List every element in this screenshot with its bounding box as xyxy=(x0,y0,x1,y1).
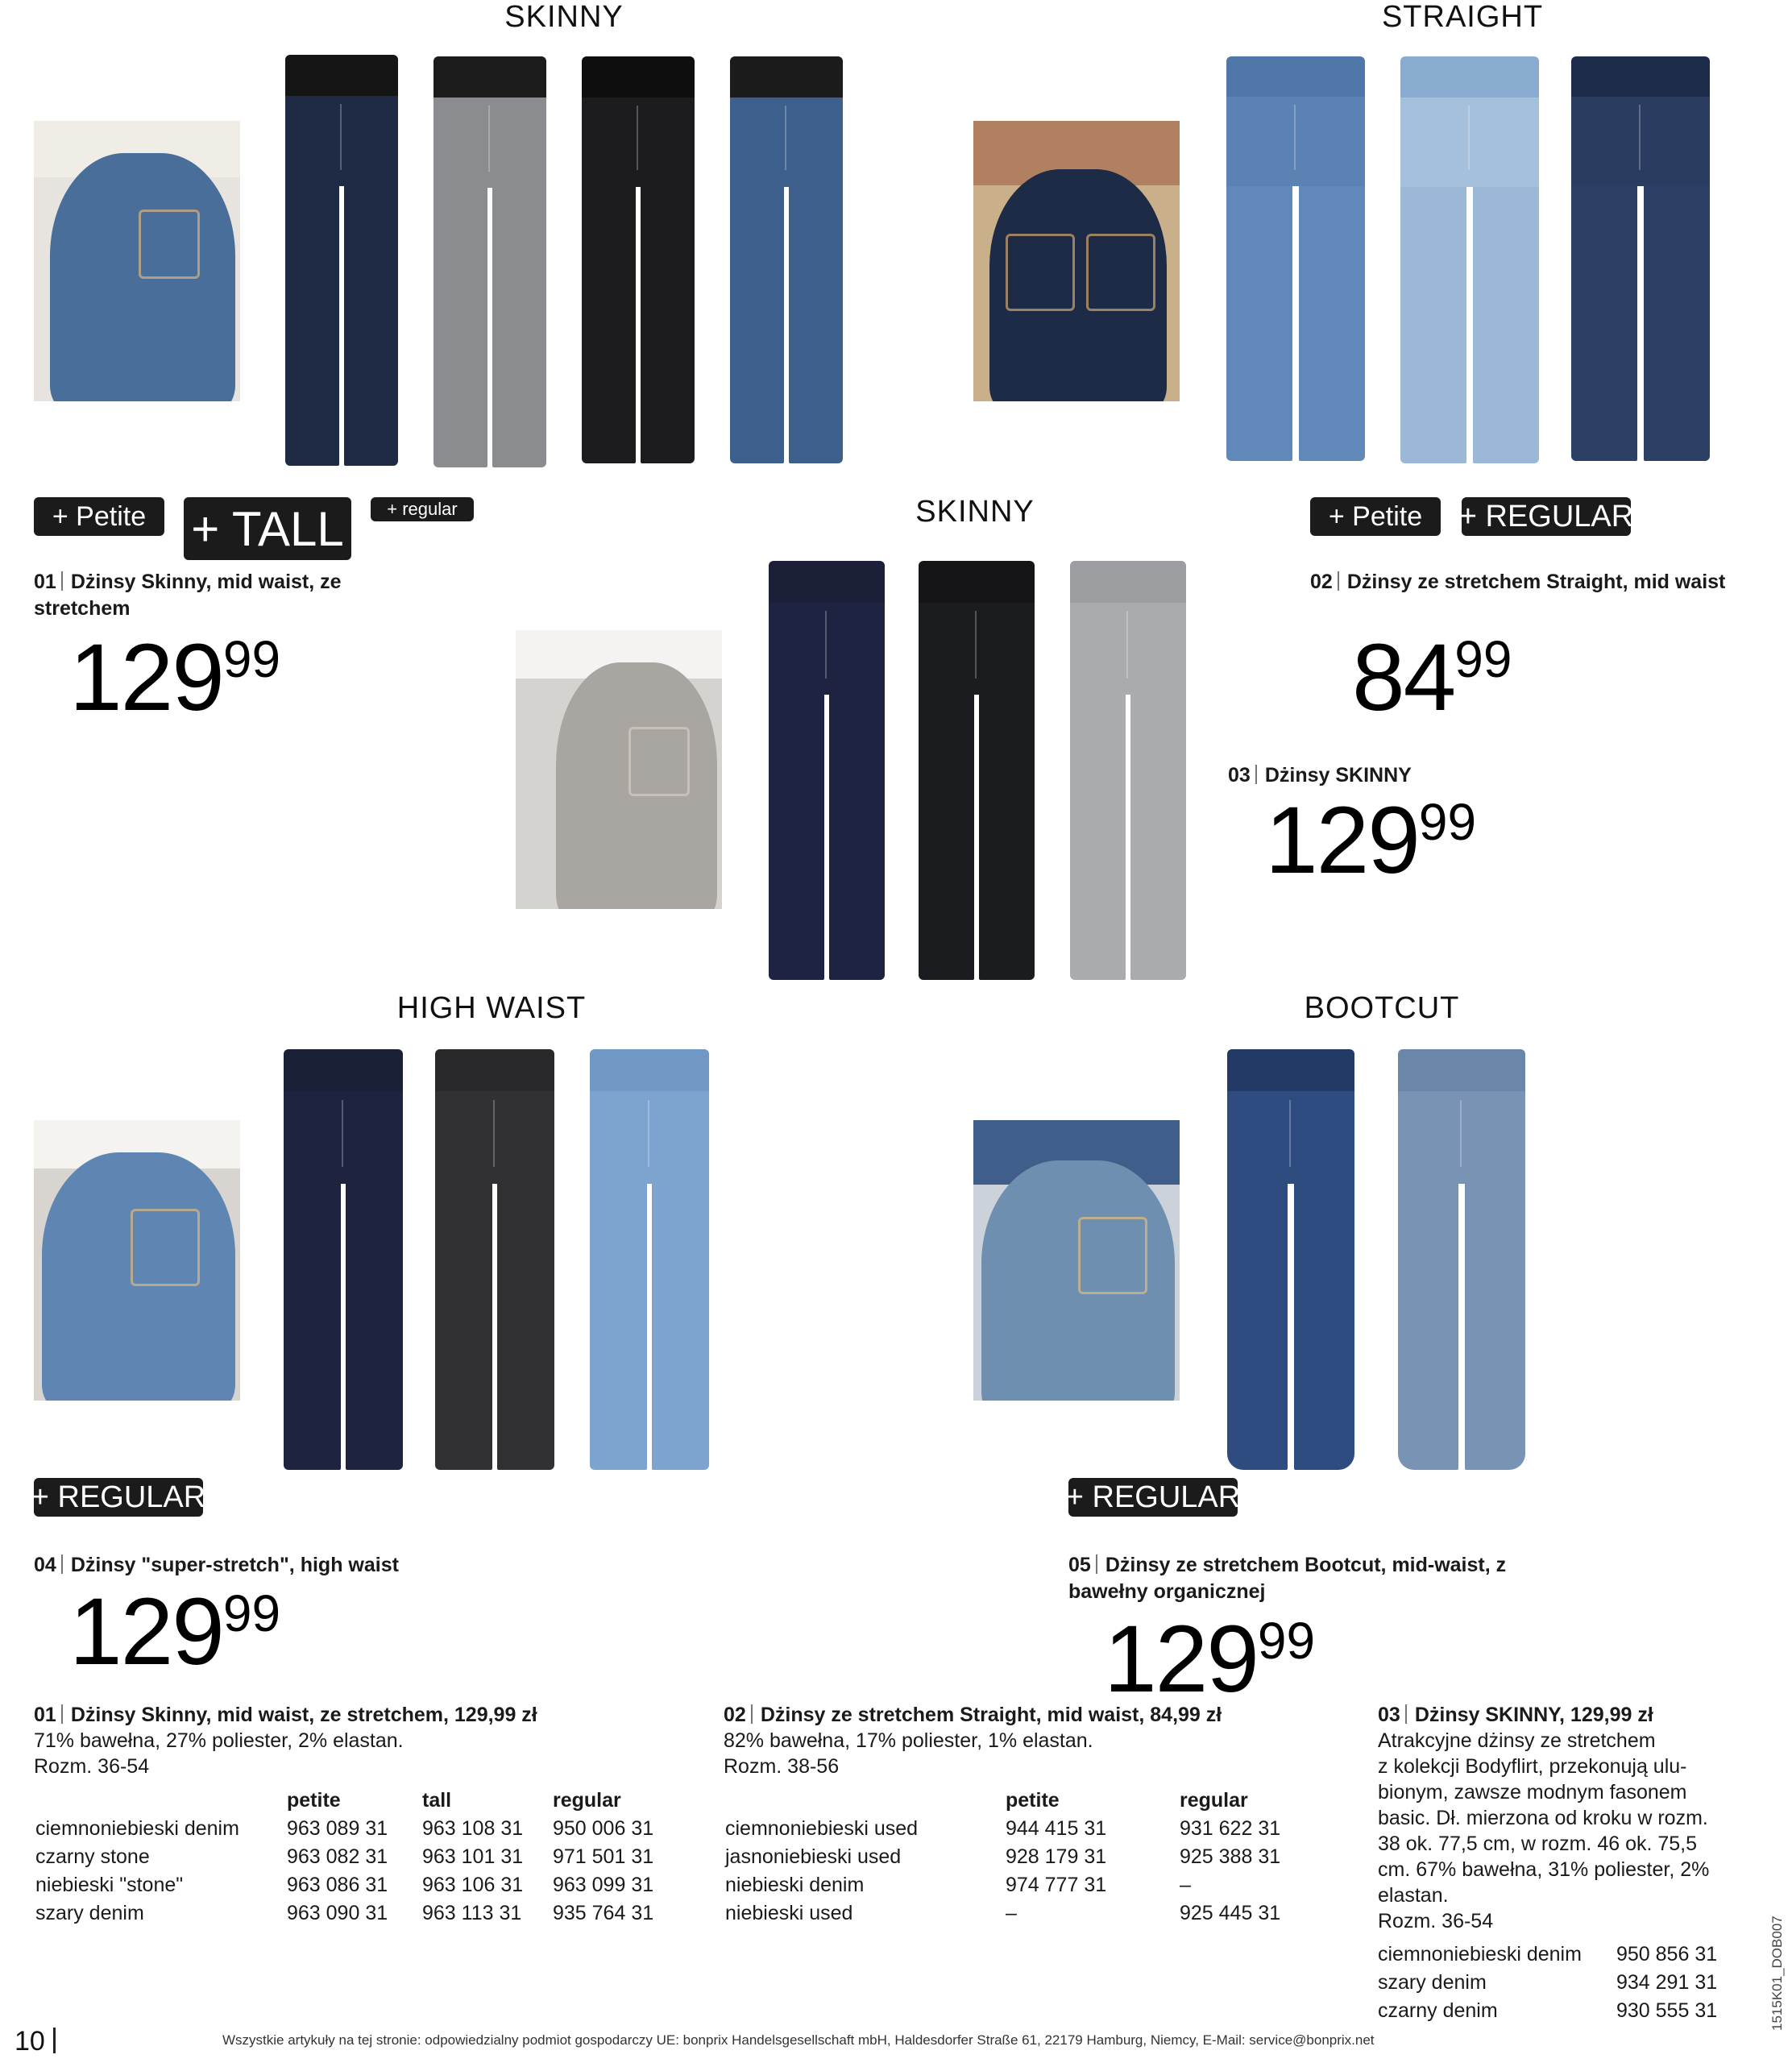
tall-badge: + TALL xyxy=(184,497,351,560)
product-02-jeans-light-blue-used xyxy=(1391,56,1549,463)
details-01-material: 71% bawełna, 27% poliester, 2% elastan. xyxy=(34,1729,404,1752)
price-cents: 99 xyxy=(1257,1612,1316,1670)
petite-badge: + Petite xyxy=(1310,497,1441,536)
product-04-name: Dżinsy "super-stretch", high waist xyxy=(70,1554,399,1576)
section-title-skinny-mid: SKINNY xyxy=(915,495,1035,529)
regular-badge: + REGULAR xyxy=(1462,497,1631,536)
product-03-number: 03 xyxy=(1228,764,1251,787)
product-04-price xyxy=(69,1579,281,1685)
table-row: ciemnoniebieski denim 963 089 31 963 108 31 950 006 31 xyxy=(35,1817,654,1840)
product-04-jeans-dark-denim xyxy=(276,1049,411,1470)
details-03-line: 38 ok. 77,5 cm, w rozm. 46 ok. 75,5 xyxy=(1378,1833,1698,1855)
product-02-price xyxy=(1352,625,1512,731)
table-row: ciemnoniebieski used 944 415 31 931 622 31 xyxy=(725,1817,1281,1840)
col-header-regular: regular xyxy=(1180,1788,1248,1812)
table-row: czarny denim 930 555 31 xyxy=(1378,1999,1718,2022)
details-03-line: Atrakcyjne dżinsy ze stretchem xyxy=(1378,1729,1656,1752)
col-header-petite: petite xyxy=(287,1788,341,1812)
product-05-title xyxy=(1068,1552,1520,1605)
regular-badge: + REGULAR xyxy=(34,1478,203,1517)
price-cents: 99 xyxy=(222,630,281,688)
product-05-model-photo xyxy=(973,1120,1180,1401)
price-main: 129 xyxy=(69,1579,223,1685)
details-03-line: basic. Dł. mierzona od kroku w rozm. xyxy=(1378,1807,1708,1829)
col-header-tall: tall xyxy=(422,1788,452,1812)
details-03-table xyxy=(1378,1941,1717,2025)
catalog-code: 1515K01_DOB007 xyxy=(1769,1916,1785,2031)
details-03-line: elastan. xyxy=(1378,1884,1449,1907)
details-01-heading: 01 Dżinsy Skinny, mid waist, ze stretchem, 129,99 zł xyxy=(34,1704,537,1726)
details-01 xyxy=(34,1702,695,1779)
product-01-number: 01 xyxy=(34,571,56,593)
petite-badge: + Petite xyxy=(34,497,164,536)
table-row: ciemnoniebieski denim 950 856 31 xyxy=(1378,1943,1718,1965)
product-05-name: Dżinsy ze stretchem Bootcut, mid-waist, z bawełny organicznej xyxy=(1068,1554,1507,1603)
product-05-price xyxy=(1104,1606,1316,1712)
product-05-number: 05 xyxy=(1068,1554,1091,1576)
product-01-model-photo xyxy=(34,121,240,401)
details-02-table xyxy=(725,1786,1300,1928)
col-header-petite: petite xyxy=(1006,1788,1060,1812)
details-02-material: 82% bawełna, 17% poliester, 1% elastan. xyxy=(724,1729,1093,1752)
section-title-skinny-top: SKINNY xyxy=(504,0,624,34)
product-03-model-photo xyxy=(516,630,722,909)
col-header xyxy=(725,1786,1006,1815)
table-row: czarny stone 963 082 31 963 101 31 971 501 31 xyxy=(35,1845,654,1868)
product-02-title xyxy=(1310,569,1729,596)
product-04-number: 04 xyxy=(34,1554,56,1576)
details-03-line: z kolekcji Bodyflirt, przekonują ulu- xyxy=(1378,1755,1687,1778)
product-04-title xyxy=(34,1552,485,1579)
product-01-price xyxy=(69,625,281,731)
product-03-title xyxy=(1228,762,1550,789)
details-03-line: cm. 67% bawełna, 31% poliester, 2% xyxy=(1378,1858,1710,1881)
price-cents: 99 xyxy=(222,1584,281,1642)
price-main: 129 xyxy=(1104,1606,1258,1712)
product-03-price xyxy=(1265,787,1477,894)
section-title-bootcut: BOOTCUT xyxy=(1304,991,1460,1025)
product-03-jeans-black-denim xyxy=(911,561,1043,980)
col-header-regular: regular xyxy=(553,1788,621,1812)
product-01-name: Dżinsy Skinny, mid waist, ze stretchem xyxy=(34,571,342,620)
product-01-jeans-blue-stone xyxy=(722,56,851,463)
table-row: szary denim 934 291 31 xyxy=(1378,1971,1718,1994)
table-row: niebieski denim 974 777 31 – xyxy=(725,1874,1191,1896)
details-03-line: bionym, zawsze modnym fasonem xyxy=(1378,1781,1687,1804)
details-02 xyxy=(724,1702,1352,1779)
price-main: 84 xyxy=(1352,625,1455,731)
details-03-line: Rozm. 36-54 xyxy=(1378,1910,1494,1932)
product-02-model-photo xyxy=(973,121,1180,401)
details-02-heading: 02 Dżinsy ze stretchem Straight, mid waist, 84,99 zł xyxy=(724,1704,1222,1726)
regular-badge: + REGULAR xyxy=(1068,1478,1238,1517)
product-01-jeans-grey-denim xyxy=(425,56,554,467)
table-row: szary denim 963 090 31 963 113 31 935 764 31 xyxy=(35,1902,654,1924)
details-02-sizes: Rozm. 38-56 xyxy=(724,1755,840,1778)
product-01-title xyxy=(34,569,388,622)
details-03-heading: 03 Dżinsy SKINNY, 129,99 zł xyxy=(1378,1704,1653,1726)
price-cents: 99 xyxy=(1454,630,1512,688)
col-header xyxy=(35,1786,287,1815)
product-02-jeans-mid-blue-used xyxy=(1217,56,1375,461)
product-01-jeans-dark-denim xyxy=(277,55,406,466)
product-04-jeans-black-stone xyxy=(427,1049,562,1470)
details-01-table xyxy=(35,1786,674,1928)
product-02-jeans-dark-blue-used xyxy=(1562,56,1719,461)
section-title-straight: STRAIGHT xyxy=(1381,0,1544,34)
product-05-jeans-dark-blue xyxy=(1218,1049,1363,1470)
product-03-name: Dżinsy SKINNY xyxy=(1264,764,1412,787)
footer-legal-text: Wszystkie artykuły na tej stronie: odpowiedzialny podmiot gospodarczy UE: bonprix Handelsgesellschaft mbH, Haldesdorfer Straße 61, 22179 Hamburg, Niemcy, E-Mail: service@bonprix.net xyxy=(222,2032,1375,2048)
product-04-model-photo xyxy=(34,1120,240,1401)
regular-badge: + regular xyxy=(371,497,474,521)
product-02-number: 02 xyxy=(1310,571,1333,593)
table-row: niebieski "stone" 963 086 31 963 106 31 963 099 31 xyxy=(35,1874,654,1896)
price-main: 129 xyxy=(69,625,223,731)
page-number: 10 xyxy=(15,2026,56,2057)
details-03 xyxy=(1378,1702,1757,1934)
product-04-jeans-blue-stone xyxy=(582,1049,717,1470)
table-row: jasnoniebieski used 928 179 31 925 388 31 xyxy=(725,1845,1281,1868)
price-cents: 99 xyxy=(1418,793,1477,851)
product-02-name: Dżinsy ze stretchem Straight, mid waist xyxy=(1346,571,1726,593)
product-03-jeans-dark-denim xyxy=(761,561,893,980)
section-title-high-waist: HIGH WAIST xyxy=(396,991,587,1025)
details-01-sizes: Rozm. 36-54 xyxy=(34,1755,150,1778)
product-03-jeans-grey-denim xyxy=(1062,561,1194,980)
product-05-jeans-light-blue xyxy=(1389,1049,1534,1470)
price-main: 129 xyxy=(1265,787,1419,894)
product-01-jeans-black-stone xyxy=(574,56,703,463)
table-row: niebieski used – 925 445 31 xyxy=(725,1902,1281,1924)
